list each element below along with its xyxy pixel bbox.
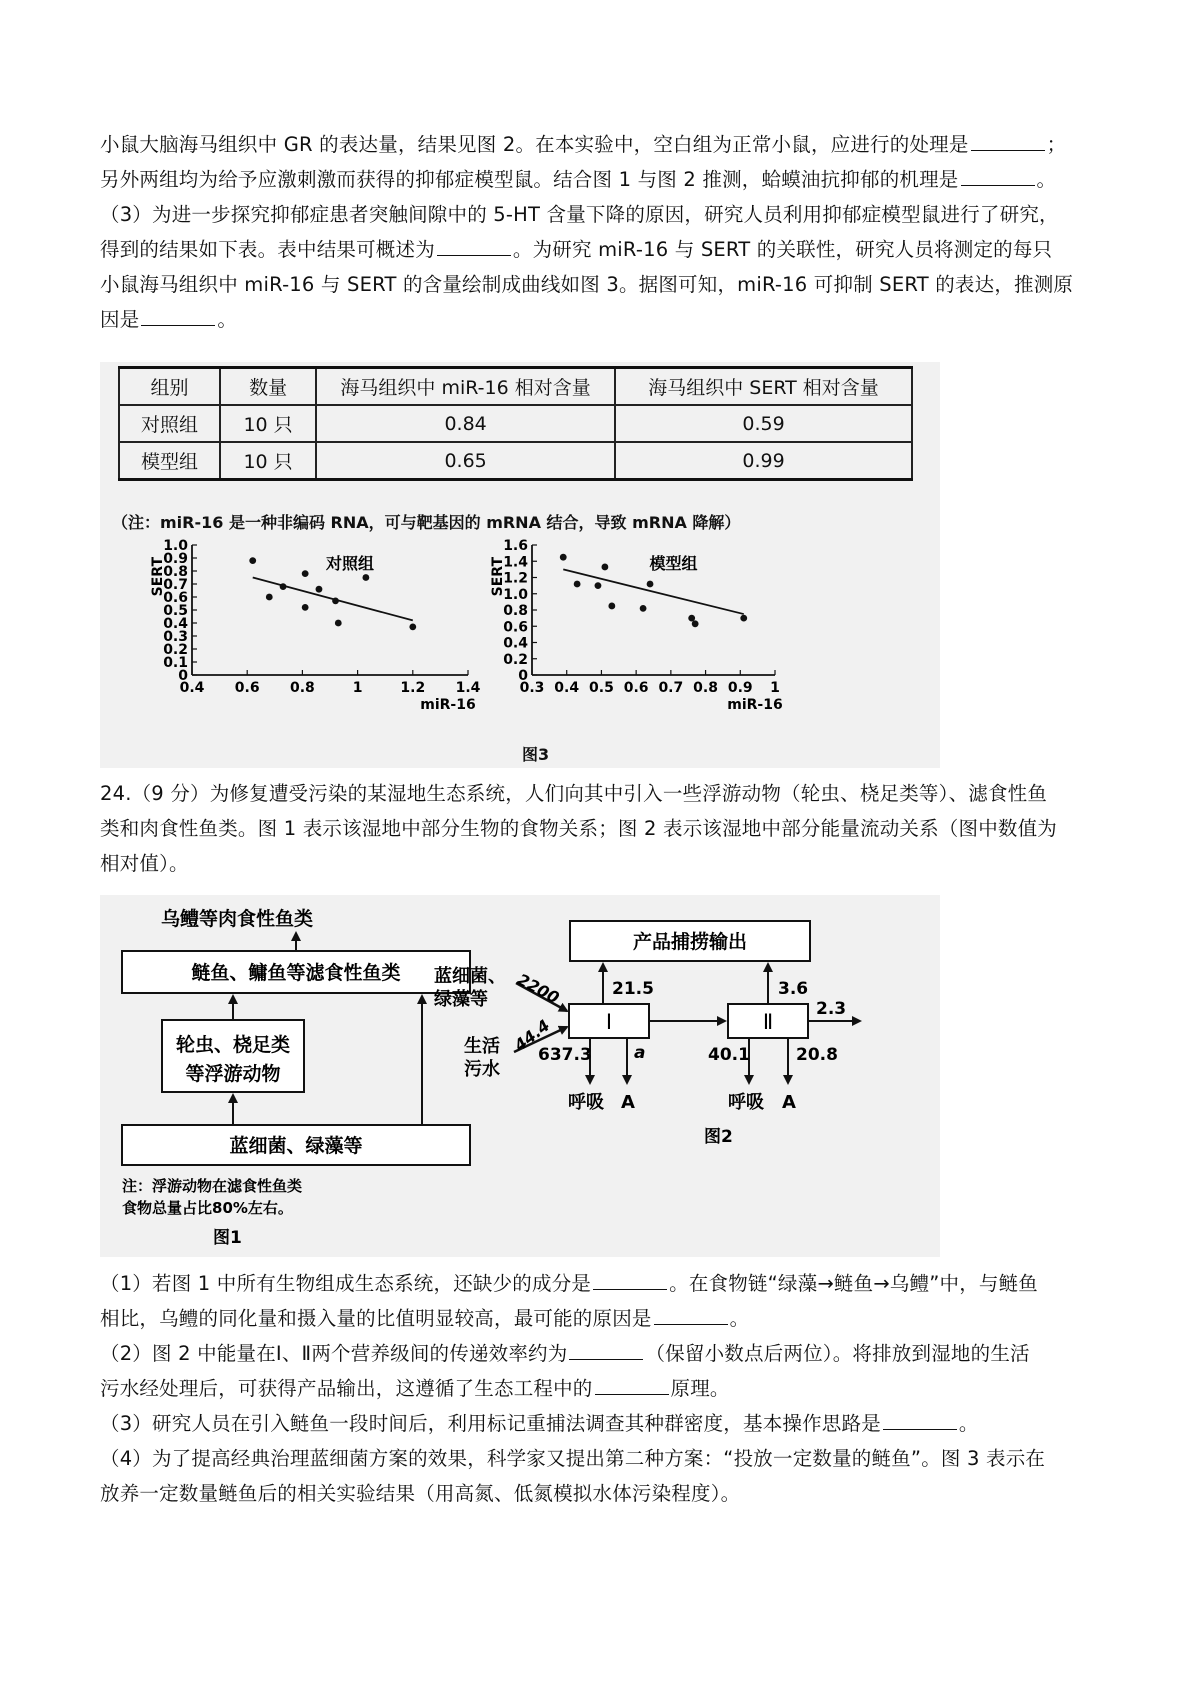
chart-y-tick-label: 0 bbox=[178, 668, 188, 684]
table-cell: 0.59 bbox=[615, 405, 912, 442]
chart-trend-line bbox=[253, 578, 413, 621]
chart-point bbox=[608, 603, 615, 610]
text-line bbox=[100, 846, 1110, 881]
text-segment: 。 bbox=[217, 308, 238, 331]
chart-y-tick-label: 0 bbox=[518, 668, 528, 684]
text-line bbox=[100, 1441, 1110, 1476]
text-segment: 因是 bbox=[100, 308, 140, 331]
chart-point bbox=[640, 605, 647, 612]
chart-x-tick-label: 1 bbox=[770, 680, 780, 696]
answer-blank[interactable] bbox=[595, 1376, 669, 1395]
text-line bbox=[100, 232, 1110, 267]
table-note: （注：miR-16 是一种非编码 RNA，可与靶基因的 mRNA 结合，导致 mRNA 降解） bbox=[112, 513, 741, 532]
chart-point bbox=[602, 564, 609, 571]
chart-y-tick-label: 1.4 bbox=[503, 554, 528, 571]
fig1-box-algae-label: 蓝细菌、绿藻等 bbox=[229, 1135, 363, 1157]
fig2-source2-label: 污水 bbox=[464, 1059, 500, 1080]
chart-y-tick-label: 0.4 bbox=[503, 635, 528, 652]
text-segment: （3）研究人员在引入鲢鱼一段时间后，利用标记重捕法调查其种群密度，基本操作思路是 bbox=[100, 1412, 881, 1435]
chart-point bbox=[692, 620, 699, 627]
answer-blank[interactable] bbox=[883, 1411, 957, 1430]
fig2-source1-label: 蓝细菌、 bbox=[434, 966, 506, 987]
chart-y-tick-label: 0.2 bbox=[503, 651, 528, 668]
chart-x-tick-label: 0.9 bbox=[727, 680, 753, 696]
chart-point bbox=[409, 624, 416, 631]
text-line bbox=[100, 162, 1110, 197]
fig1-box-zooplankton-label: 轮虫、桡足类 bbox=[175, 1034, 291, 1056]
fig2-A-label: A bbox=[621, 1092, 635, 1113]
chart-point bbox=[249, 557, 256, 564]
text-segment: 类和肉食性鱼类。图 1 表示该湿地中部分生物的食物关系；图 2 表示该湿地中部分能量流动关系（图中数值为 bbox=[100, 817, 1058, 840]
figure3-caption: 图3 bbox=[522, 745, 550, 764]
chart-point bbox=[595, 582, 602, 589]
text-line bbox=[100, 1301, 1110, 1336]
food-web-figure1 bbox=[100, 895, 940, 1257]
chart-y-tick-label: 1.0 bbox=[163, 538, 188, 554]
fig2-A-label: A bbox=[782, 1092, 796, 1113]
chart-point bbox=[560, 554, 567, 561]
chart-x-tick-label: 1.4 bbox=[455, 680, 481, 696]
fig2-a2-value: 20.8 bbox=[796, 1045, 838, 1065]
table-cell: 模型组 bbox=[119, 442, 220, 480]
text-segment: 24.（9 分）为修复遭受污染的某湿地生态系统，人们向其中引入一些浮游动物（轮虫、桡足类等）、滤食性鱼 bbox=[100, 782, 1048, 805]
text-segment: 。 bbox=[729, 1307, 750, 1330]
chart-x-tick-label: 0.6 bbox=[234, 680, 260, 696]
text-segment: （3）为进一步探究抑郁症患者突触间隙中的 5-HT 含量下降的原因，研究人员利用抑郁症模型鼠进行了研究， bbox=[100, 203, 1059, 226]
chart-y-tick-label: 0.5 bbox=[163, 603, 188, 619]
text-line bbox=[100, 776, 1110, 811]
chart-y-tick-label: 1.6 bbox=[503, 538, 528, 554]
table-cell: 10 只 bbox=[220, 442, 316, 480]
text-line bbox=[100, 1406, 1110, 1441]
chart-point bbox=[688, 615, 695, 622]
chart-x-tick-label: 0.7 bbox=[658, 680, 684, 696]
fig1-box-zooplankton-label: 等浮游动物 bbox=[185, 1063, 281, 1085]
chart-x-tick-label: 1.2 bbox=[400, 680, 426, 696]
chart-point bbox=[335, 620, 342, 627]
chart-title: 对照组 bbox=[325, 554, 375, 573]
answer-blank[interactable] bbox=[961, 167, 1035, 186]
chart-y-tick-label: 0.8 bbox=[503, 603, 528, 619]
q24-lines bbox=[100, 776, 1110, 881]
chart-x-axis-label: miR-16 bbox=[727, 697, 783, 713]
fig2-a-label: a bbox=[634, 1043, 646, 1063]
fig1-box-filter-fish-label: 鲢鱼、鳙鱼等滤食性鱼类 bbox=[191, 962, 401, 984]
chart-y-tick-label: 1.2 bbox=[503, 570, 528, 587]
text-line bbox=[100, 1336, 1110, 1371]
fig1-caption: 图1 bbox=[213, 1228, 242, 1248]
text-segment: 。 bbox=[1036, 168, 1057, 191]
chart-y-axis-label: SERT bbox=[490, 557, 506, 597]
fig2-respiration-value-1: 637.3 bbox=[538, 1045, 592, 1065]
table-row bbox=[119, 405, 912, 442]
question-24-subquestions bbox=[100, 1266, 1110, 1511]
text-line bbox=[100, 197, 1110, 232]
fig2-source2-label: 生活 bbox=[464, 1036, 500, 1057]
chart-x-tick-label: 0.8 bbox=[693, 680, 718, 696]
table-cell: 对照组 bbox=[119, 405, 220, 442]
text-segment: 。在食物链“绿藻→鲢鱼→乌鳢”中，与鲢鱼 bbox=[669, 1272, 1039, 1295]
chart-point bbox=[574, 581, 581, 588]
intro-paragraph bbox=[100, 127, 1110, 337]
chart-point bbox=[362, 574, 369, 581]
table-cell: 0.99 bbox=[615, 442, 912, 480]
data-table bbox=[118, 366, 913, 481]
fig2-level1-label: Ⅰ bbox=[605, 1010, 613, 1034]
fig2-source1-value: 2200 bbox=[514, 969, 563, 1008]
text-segment: 得到的结果如下表。表中结果可概述为 bbox=[100, 238, 435, 261]
chart-x-tick-label: 0.3 bbox=[519, 680, 545, 696]
chart-x-tick-label: 0.4 bbox=[554, 680, 580, 696]
table-row bbox=[119, 442, 912, 480]
fig2-output-value-1: 21.5 bbox=[612, 979, 654, 999]
text-line bbox=[100, 302, 1110, 337]
text-line bbox=[100, 811, 1110, 846]
chart-point bbox=[266, 594, 273, 601]
chart-y-tick-label: 0.7 bbox=[163, 577, 188, 593]
text-segment: 。为研究 miR-16 与 SERT 的关联性，研究人员将测定的每只 bbox=[512, 238, 1053, 261]
table-header: 海马组织中 miR-16 相对含量 bbox=[316, 368, 615, 406]
text-segment: （1）若图 1 中所有生物组成生态系统，还缺少的成分是 bbox=[100, 1272, 592, 1295]
chart-point bbox=[302, 604, 309, 611]
table-header: 组别 bbox=[119, 368, 220, 406]
text-segment: 污水经处理后，可获得产品输出，这遵循了生态工程中的 bbox=[100, 1377, 593, 1400]
text-segment: 放养一定数量鲢鱼后的相关实验结果（用高氮、低氮模拟水体污染程度）。 bbox=[100, 1482, 741, 1505]
chart-y-tick-label: 0.6 bbox=[163, 590, 188, 606]
chart-y-tick-label: 0.4 bbox=[163, 616, 188, 632]
fig1-note: 注：浮游动物在滤食性鱼类 bbox=[122, 1177, 303, 1195]
text-line bbox=[100, 1371, 1110, 1406]
chart-x-tick-label: 1 bbox=[352, 680, 363, 696]
text-segment: 小鼠海马组织中 miR-16 与 SERT 的含量绘制成曲线如图 3。据图可知，miR-16 可抑制 SERT 的表达，推测原 bbox=[100, 273, 1074, 296]
chart-x-axis-label: miR-16 bbox=[420, 697, 476, 713]
text-line bbox=[100, 1476, 1110, 1511]
chart-x-tick-label: 0.5 bbox=[589, 680, 614, 696]
figure3-charts bbox=[100, 535, 940, 768]
table-header-row bbox=[119, 368, 912, 406]
text-segment: 相对值）。 bbox=[100, 852, 189, 875]
table-cell: 0.84 bbox=[316, 405, 615, 442]
fig1-carnivore-label: 乌鳢等肉食性鱼类 bbox=[161, 908, 314, 930]
fig2-respiration-value-2: 40.1 bbox=[708, 1045, 750, 1065]
text-segment: 。 bbox=[958, 1412, 979, 1435]
answer-blank[interactable] bbox=[141, 307, 215, 326]
chart-y-tick-label: 0.9 bbox=[163, 551, 188, 567]
fig2-output-label: 产品捕捞输出 bbox=[632, 931, 748, 953]
text-segment: 原理。 bbox=[670, 1377, 730, 1400]
text-line bbox=[100, 127, 1110, 162]
fig1-note: 食物总量占比80%左右。 bbox=[122, 1199, 293, 1217]
chart-y-tick-label: 0.1 bbox=[163, 655, 188, 671]
text-segment: 另外两组均为给予应激刺激而获得的抑郁症模型鼠。结合图 1 与图 2 推测，蛤蟆油抗抑郁的机理是 bbox=[100, 168, 959, 191]
answer-blank[interactable] bbox=[654, 1306, 728, 1325]
fig2-level2-label: Ⅱ bbox=[762, 1010, 774, 1034]
fig2-output-value-3: 2.3 bbox=[816, 999, 847, 1019]
text-line bbox=[100, 267, 1110, 302]
text-segment: 小鼠大脑海马组织中 GR 的表达量，结果见图 2。在本实验中，空白组为正常小鼠，应进行的处理是 bbox=[100, 133, 969, 156]
fig2-respiration-label: 呼吸 bbox=[728, 1092, 764, 1113]
chart-y-tick-label: 0.8 bbox=[163, 564, 188, 580]
text-segment: ； bbox=[1046, 133, 1067, 156]
fig2-respiration-label: 呼吸 bbox=[568, 1092, 604, 1113]
text-segment: （4）为了提高经典治理蓝细菌方案的效果，科学家又提出第二种方案：“投放一定数量的鲢鱼”。图 3 表示在 bbox=[100, 1447, 1046, 1470]
chart-point bbox=[316, 586, 323, 593]
chart-title: 模型组 bbox=[649, 554, 698, 573]
chart-y-tick-label: 0.6 bbox=[503, 619, 528, 636]
chart-point bbox=[647, 581, 654, 588]
chart-trend-line bbox=[563, 569, 744, 614]
answer-blank[interactable] bbox=[593, 1271, 667, 1290]
chart-x-tick-label: 0.8 bbox=[289, 680, 315, 696]
fig2-source2-value: 44.4 bbox=[510, 1015, 554, 1056]
text-segment: （2）图 2 中能量在Ⅰ、Ⅱ两个营养级间的传递效率约为 bbox=[100, 1342, 568, 1365]
table-header: 海马组织中 SERT 相对含量 bbox=[615, 368, 912, 406]
chart-y-tick-label: 0.2 bbox=[163, 642, 188, 658]
text-segment: 相比，乌鳢的同化量和摄入量的比值明显较高，最可能的原因是 bbox=[100, 1307, 652, 1330]
fig2-source1-label: 绿藻等 bbox=[434, 989, 488, 1010]
intro-lines bbox=[100, 127, 1110, 337]
question-24-stem bbox=[100, 776, 1110, 881]
answer-blank[interactable] bbox=[971, 132, 1045, 151]
subquestion-lines bbox=[100, 1266, 1110, 1511]
chart-x-tick-label: 0.6 bbox=[623, 680, 649, 696]
fig2-output-value-2: 3.6 bbox=[778, 979, 809, 999]
chart-y-tick-label: 0.3 bbox=[163, 629, 188, 645]
chart-y-tick-label: 1.0 bbox=[503, 586, 528, 603]
text-line bbox=[100, 1266, 1110, 1301]
chart-point bbox=[740, 615, 747, 622]
chart-point bbox=[302, 570, 309, 577]
answer-blank[interactable] bbox=[437, 237, 511, 256]
table-cell: 0.65 bbox=[316, 442, 615, 480]
chart-y-axis-label: SERT bbox=[150, 557, 166, 597]
answer-blank[interactable] bbox=[569, 1341, 643, 1360]
text-segment: （保留小数点后两位）。将排放到湿地的生活 bbox=[645, 1342, 1030, 1365]
fig2-caption: 图2 bbox=[704, 1127, 733, 1147]
table-header: 数量 bbox=[220, 368, 316, 406]
table-cell: 10 只 bbox=[220, 405, 316, 442]
chart-x-tick-label: 0.4 bbox=[179, 680, 205, 696]
